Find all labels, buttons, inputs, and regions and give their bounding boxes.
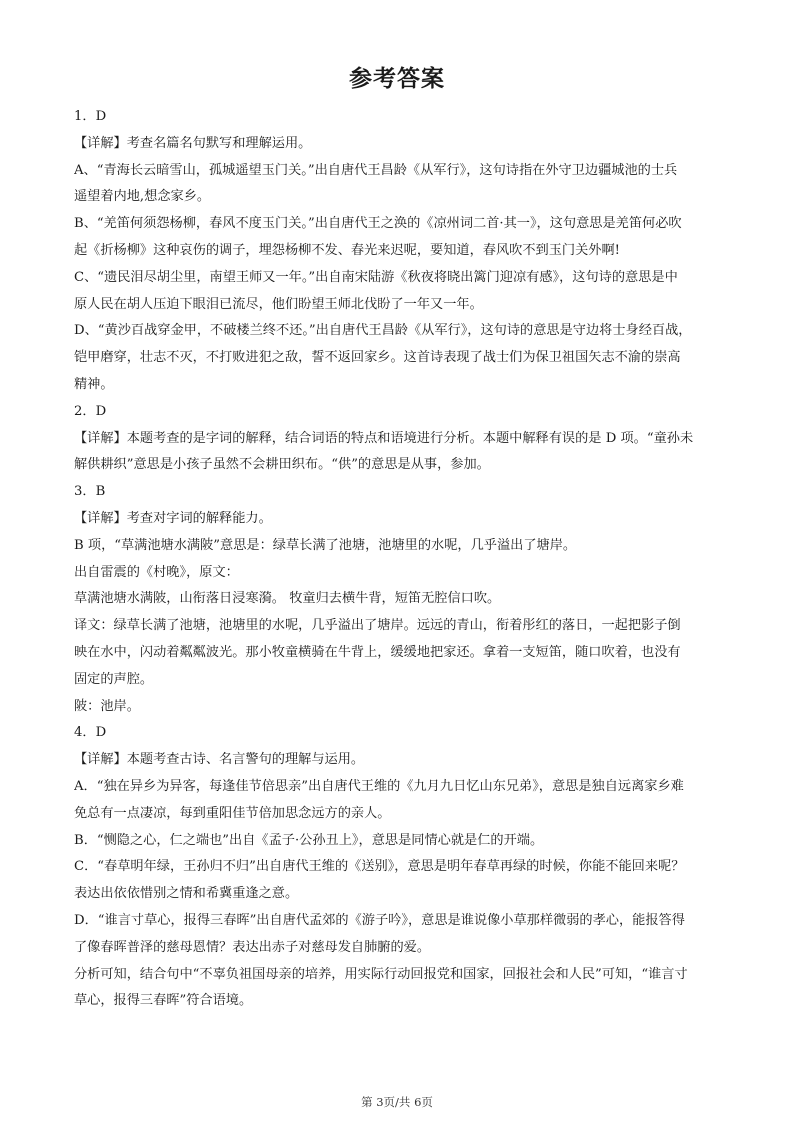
text-line: A、“青海长云暗雪山，孤城遥望玉门关。”出自唐代王昌龄《从军行》，这句诗指在外守卫边疆城池的士兵 [74, 162, 678, 178]
text-line: D．“谁言寸草心，报得三春晖”出自唐代孟郊的《游子吟》，意思是谁说像小草那样微弱的孝心，能报答得 [74, 912, 685, 928]
text-line: C．“春草明年绿，王孙归不归”出自唐代王维的《送别》，意思是明年春草再绿的时候，你能不能回来呢？ [74, 859, 685, 875]
text-line: 了像春晖普泽的慈母恩情？表达出赤子对慈母发自肺腑的爱。 [74, 939, 431, 955]
text-line: 4．D [74, 725, 107, 741]
text-line: 固定的声腔。 [74, 671, 154, 687]
text-line: 陂：池岸。 [74, 698, 140, 714]
text-line: 表达出依依惜别之情和希冀重逢之意。 [74, 886, 299, 902]
text-line: 1．D [74, 109, 107, 124]
text-line: 原人民在胡人压迫下眼泪已流尽，他们盼望王师北伐盼了一年又一年。 [74, 296, 483, 312]
text-line: 出自雷震的《村晚》，原文： [74, 564, 239, 580]
text-line: 【详解】考查名篇名句默写和理解运用。 [74, 135, 312, 151]
text-line: 【详解】考查对字词的解释能力。 [74, 510, 272, 526]
text-line: 映在水中，闪动着粼粼波光。那小牧童横骑在牛背上，缓缓地把家还。拿着一支短笛，随口吹着，也没有 [74, 644, 681, 660]
answer-content [74, 104, 724, 1015]
text-line: 译文：绿草长满了池塘，池塘里的水呢，几乎溢出了塘岸。远远的青山，衔着彤红的落日，一起把影子倒 [74, 618, 681, 634]
text-line: 草心，报得三春晖”符合语境。 [74, 993, 253, 1009]
page-footer: 第 3页/共 6页 [361, 1095, 433, 1109]
text-line: D、“黄沙百战穿金甲，不破楼兰终不还。”出自唐代王昌龄《从军行》，这句诗的意思是守边将士身经百战， [74, 323, 692, 339]
text-line: C、“遗民泪尽胡尘里，南望王师又一年。”出自南宋陆游《秋夜将晓出篱门迎凉有感》，这句诗的意思是中 [74, 269, 678, 285]
text-line: 起《折杨柳》这种哀伤的调子，埋怨杨柳不发、春光来迟呢，要知道，春风吹不到玉门关外啊! [74, 242, 620, 258]
text-line: 草满池塘水满陂，山衔落日浸寒漪。 牧童归去横牛背，短笛无腔信口吹。 [74, 591, 501, 607]
text-line: B、“羌笛何须怨杨柳，春风不度玉门关。”出自唐代王之涣的《凉州词二首·其一》，这句意思是羌笛何必吹 [74, 216, 682, 232]
text-line: 免总有一点凄凉，每到重阳佳节倍加思念远方的亲人。 [74, 805, 391, 821]
text-line: 2．D [74, 403, 107, 419]
text-line: B．“恻隐之心，仁之端也”出自《孟子·公孙丑上》，意思是同情心就是仁的开端。 [74, 832, 544, 848]
text-line: 解供耕织”意思是小孩子虽然不会耕田织布。“供”的意思是从事，参加。 [74, 457, 490, 473]
text-line: 3．B [74, 484, 106, 500]
text-line: 铠甲磨穿，壮志不灭，不打败进犯之敌，誓不返回家乡。这首诗表现了战士们为保卫祖国矢志不渝的崇高 [74, 350, 681, 366]
page-title: 参考答案 [349, 66, 445, 92]
text-line: 精神。 [74, 376, 114, 392]
text-line: 【详解】本题考查的是字词的解释，结合词语的特点和语境进行分析。本题中解释有误的是 D 项。“童孙未 [74, 430, 694, 446]
text-line: B 项，“草满池塘水满陂”意思是：绿草长满了池塘，池塘里的水呢，几乎溢出了塘岸。 [74, 537, 577, 553]
text-line: 分析可知，结合句中“不辜负祖国母亲的培养，用实际行动回报党和国家，回报社会和人民”可知，“谁言寸 [74, 966, 688, 982]
text-line: 遥望着内地,想念家乡。 [74, 189, 211, 205]
text-line: 【详解】本题考查古诗、名言警句的理解与运用。 [74, 752, 365, 768]
text-line: A．“独在异乡为异客，每逢佳节倍思亲”出自唐代王维的《九月九日忆山东兄弟》，意思是独自远离家乡难 [74, 778, 684, 794]
